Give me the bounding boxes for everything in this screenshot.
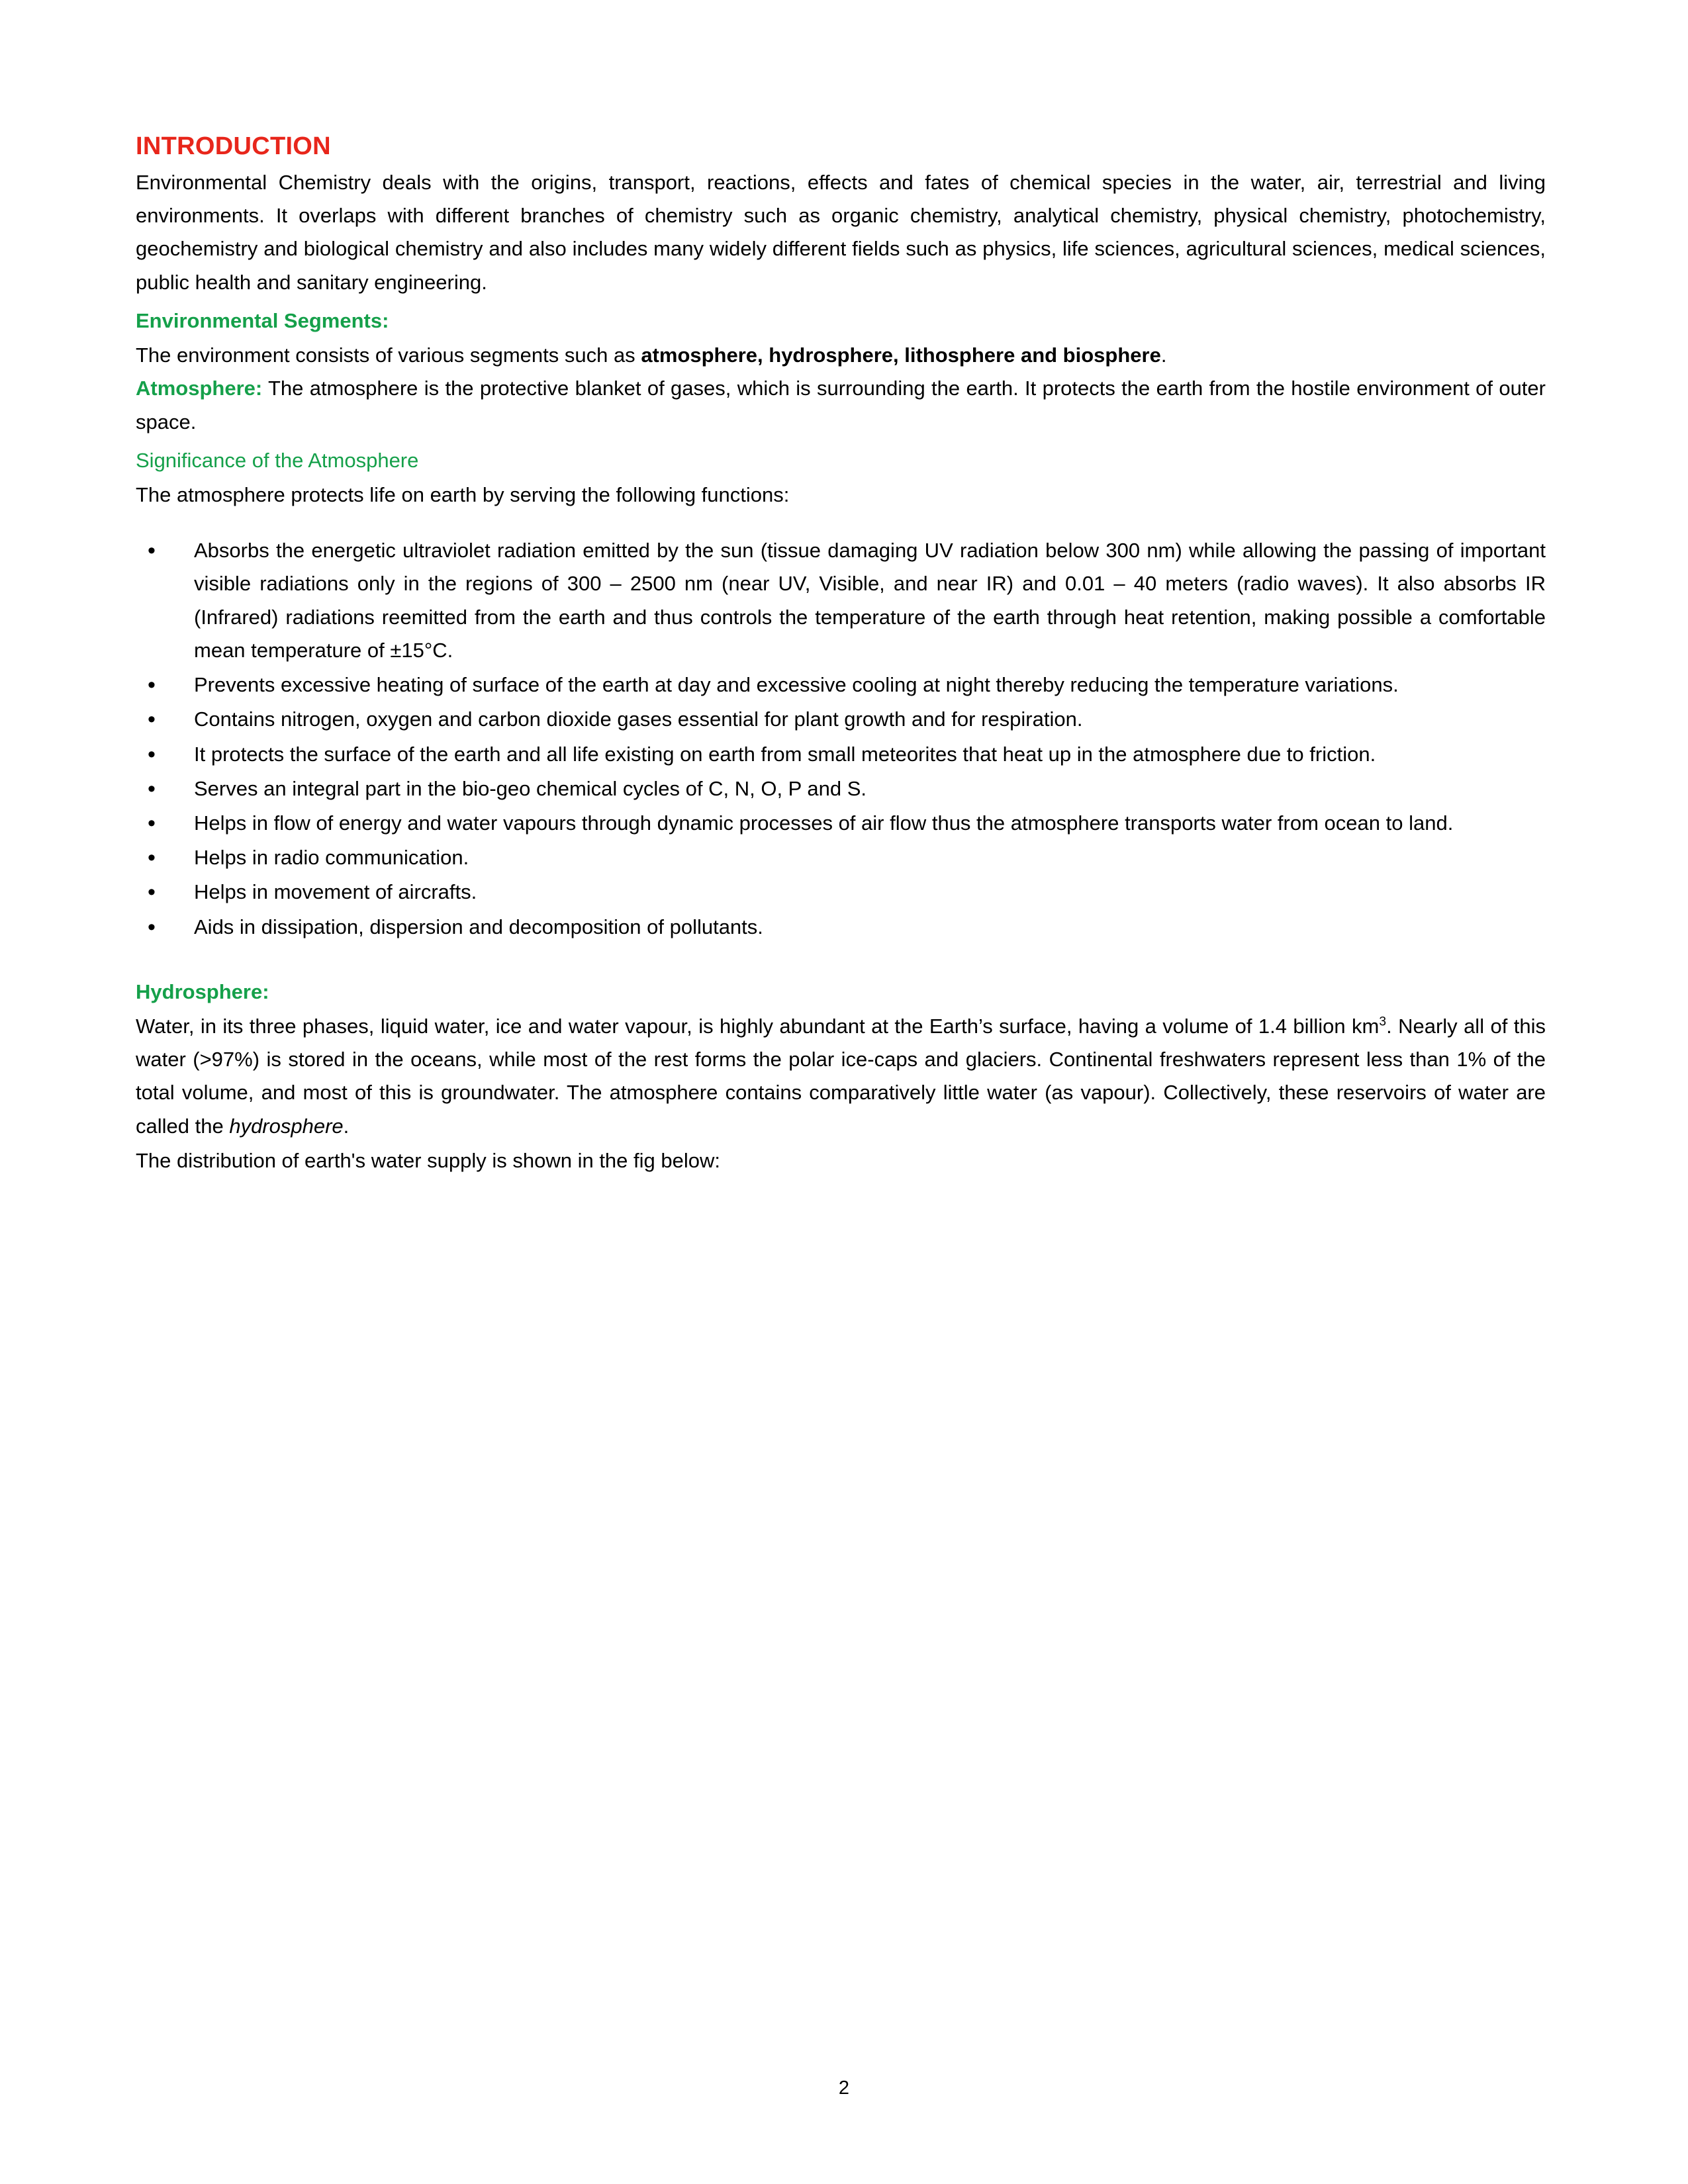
document-body [136, 166, 1546, 1177]
significance-heading-label: Significance of the Atmosphere [136, 448, 419, 472]
hydrosphere-superscript: 3 [1379, 1015, 1387, 1029]
figure-caption-line: The distribution of earth's water supply is shown in the fig below: [136, 1148, 720, 1172]
hydrosphere-text-part1: Water, in its three phases, liquid water, ice and water vapour, is highly abundant at the Earth’s surface, having a volume of 1.4 billion km [136, 1015, 1380, 1038]
list-item: • Helps in radio communication. [136, 841, 1546, 874]
atmosphere-functions-list [136, 534, 1546, 944]
intro-paragraph: Environmental Chemistry deals with the origins, transport, reactions, effects and fates of chemical species in the water, air, terrestrial and living environments. It overlaps with different branches of chemistry such as organic chemistry, analytical chemistry, physical chemistry, photochemistry, geochemistry and biological chemistry and also includes many widely different fields such as physics, life sciences, agricultural sciences, medical sciences, public health and sanitary engineering. [136, 171, 1546, 294]
atmosphere-paragraph [136, 372, 1546, 438]
segments-text-after: . [1160, 343, 1167, 367]
list-item: • Serves an integral part in the bio-geo chemical cycles of C, N, O, P and S. [136, 772, 1546, 805]
significance-lead: The atmosphere protects life on earth by serving the following functions: [136, 482, 790, 506]
list-item: • Absorbs the energetic ultraviolet radiation emitted by the sun (tissue damaging UV radiation below 300 nm) while allowing the passing of important visible radiations only in the regions of 300 – 2500 nm (near UV, Visible, and near IR) and 0.01 – 40 meters (radio waves). It also absorbs IR (Infrared) radiations reemitted from the earth and thus controls the temperature of the earth through heat retention, making possible a comfortable mean temperature of ±15°C. [136, 534, 1546, 667]
significance-heading [136, 444, 1546, 477]
hydrosphere-heading [136, 976, 1546, 1009]
segments-text-bold: atmosphere, hydrosphere, lithosphere and biosphere [641, 343, 1161, 367]
hydrosphere-label: Hydrosphere: [136, 979, 269, 1003]
list-item: • Helps in movement of aircrafts. [136, 876, 1546, 909]
segments-text-before: The environment consists of various segments such as [136, 343, 641, 367]
hydrosphere-text-part3: . [343, 1114, 350, 1138]
atmosphere-label: Atmosphere: [136, 377, 263, 400]
environmental-segments-heading [136, 304, 1546, 338]
page-title: INTRODUCTION [136, 132, 331, 160]
hydrosphere-text-part2: . Nearly all of this water (>97%) is stored in the oceans, while most of the rest forms the polar ice-caps and glaciers. Continental freshwaters represent less than 1% of the total volume, and most of this is groundwater. The atmosphere contains comparatively little water (as vapour). Collectively, these reservoirs of water are called the [136, 1015, 1546, 1138]
environmental-segments-label: Environmental Segments: [136, 308, 389, 332]
segments-sentence [136, 339, 1546, 372]
list-item: • Prevents excessive heating of surface of the earth at day and excessive cooling at night thereby reducing the temperature variations. [136, 668, 1546, 702]
page-number: 2 [838, 2077, 850, 2099]
list-item: • Helps in flow of energy and water vapours through dynamic processes of air flow thus the atmosphere transports water from ocean to land. [136, 807, 1546, 840]
list-item: • It protects the surface of the earth and all life existing on earth from small meteorites that heat up in the atmosphere due to friction. [136, 738, 1546, 771]
list-item: • Aids in dissipation, dispersion and decomposition of pollutants. [136, 911, 1546, 944]
hydrosphere-italic-term: hydrosphere [229, 1114, 344, 1138]
atmosphere-text: The atmosphere is the protective blanket of gases, which is surrounding the earth. It protects the earth from the hostile environment of outer space. [136, 377, 1546, 433]
hydrosphere-paragraph [136, 1010, 1546, 1143]
list-item: • Contains nitrogen, oxygen and carbon dioxide gases essential for plant growth and for respiration. [136, 703, 1546, 736]
section-spacer [136, 945, 1546, 970]
